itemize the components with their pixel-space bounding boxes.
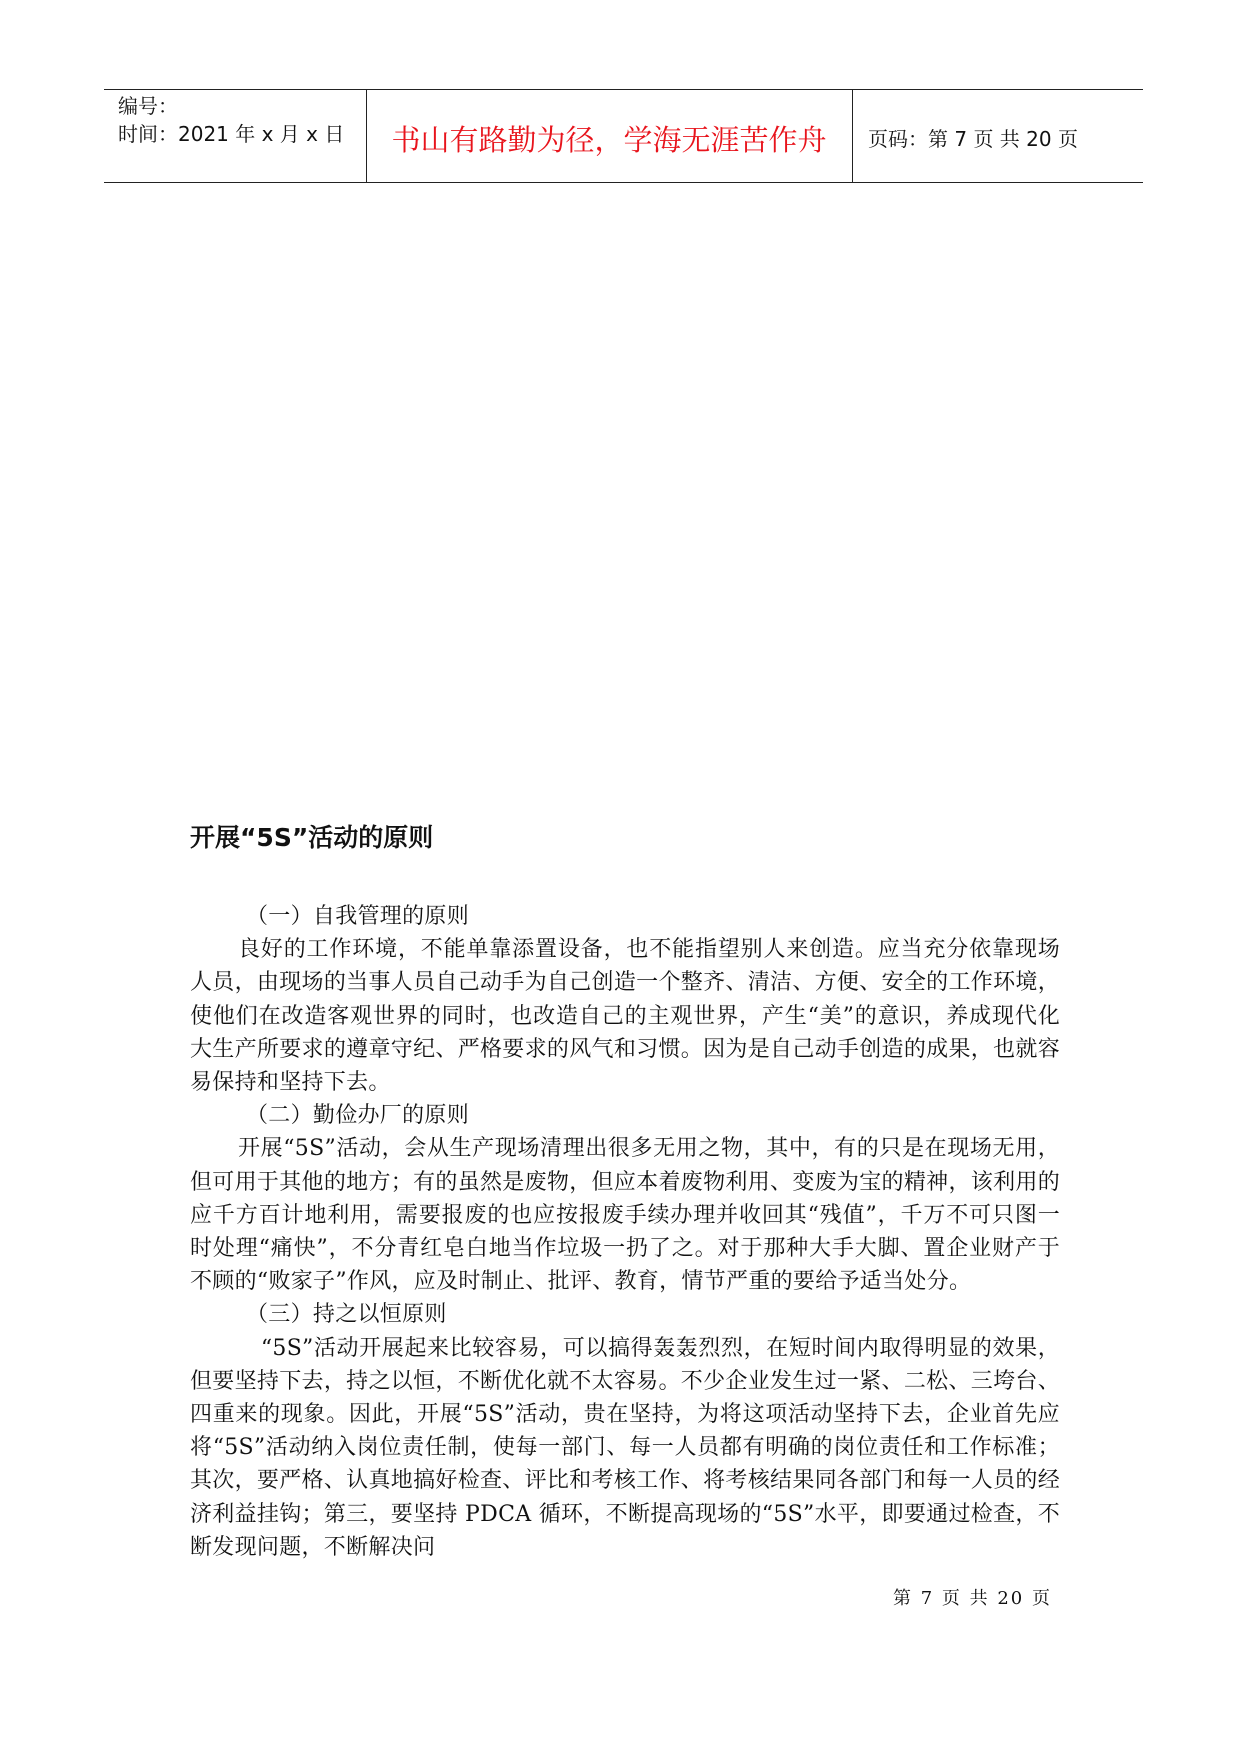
header-divider xyxy=(852,90,853,182)
page-header xyxy=(104,89,1143,183)
header-motto: 书山有路勤为径，学海无涯苦作舟 xyxy=(391,123,827,157)
subsection-heading: （二）勤俭办厂的原则 xyxy=(246,1103,470,1129)
subsection-heading: （三）持之以恒原则 xyxy=(246,1302,447,1328)
header-meta xyxy=(118,92,344,148)
serial-number-label: 编号： xyxy=(118,94,178,118)
section-title: 开展“5S”活动的原则 xyxy=(190,823,434,852)
paragraph: “5S”活动开展起来比较容易，可以搞得轰轰烈烈，在短时间内取得明显的效果，但要坚持下去，持之以恒，不断优化就不太容易。不少企业发生过一紧、二松、三垮台、四重来的现象。因此，开展“5S”活动，贵在坚持，为将这项活动坚持下去，企业首先应将“5S”活动纳入岗位责任制，使每一部门、每一人员都有明确的岗位责任和工作标准；其次，要严格、认真地搞好检查、评比和考核工作、将考核结果同各部门和每一人员的经济利益挂钩；第三，要坚持 PDCA 循环，不断提高现场的“5S”水平，即要通过检查，不断发现问题，不断解决问 xyxy=(190,1335,1060,1560)
paragraph: 开展“5S”活动，会从生产现场清理出很多无用之物，其中，有的只是在现场无用，但可用于其他的地方；有的虽然是废物，但应本着废物利用、变废为宝的精神，该利用的应千方百计地利用，需要报废的也应按报废手续办理并收回其“残值”，千万不可只图一时处理“痛快”，不分青红皂白地当作垃圾一扔了之。对于那种大手大脚、置企业财产于不顾的“败家子”作风，应及时制止、批评、教育，情节严重的要给予适当处分。 xyxy=(190,1136,1060,1295)
body-text xyxy=(190,900,1060,1564)
page-footer: 第 7 页 共 20 页 xyxy=(893,1588,1052,1609)
subsection-heading: （一）自我管理的原则 xyxy=(246,904,470,929)
paragraph: 良好的工作环境，不能单靠添置设备，也不能指望别人来创造。应当充分依靠现场人员，由现场的当事人员自己动手为自己创造一个整齐、清洁、方便、安全的工作环境，使他们在改造客观世界的同时，也改造自己的主观世界，产生“美”的意识，养成现代化大生产所要求的遵章守纪、严格要求的风气和习惯。因为是自己动手创造的成果，也就容易保持和坚持下去。 xyxy=(190,937,1060,1096)
date-label: 时间：2021 年 x 月 x 日 xyxy=(118,122,345,146)
header-page-number: 页码：第 7 页 共 20 页 xyxy=(868,127,1078,151)
